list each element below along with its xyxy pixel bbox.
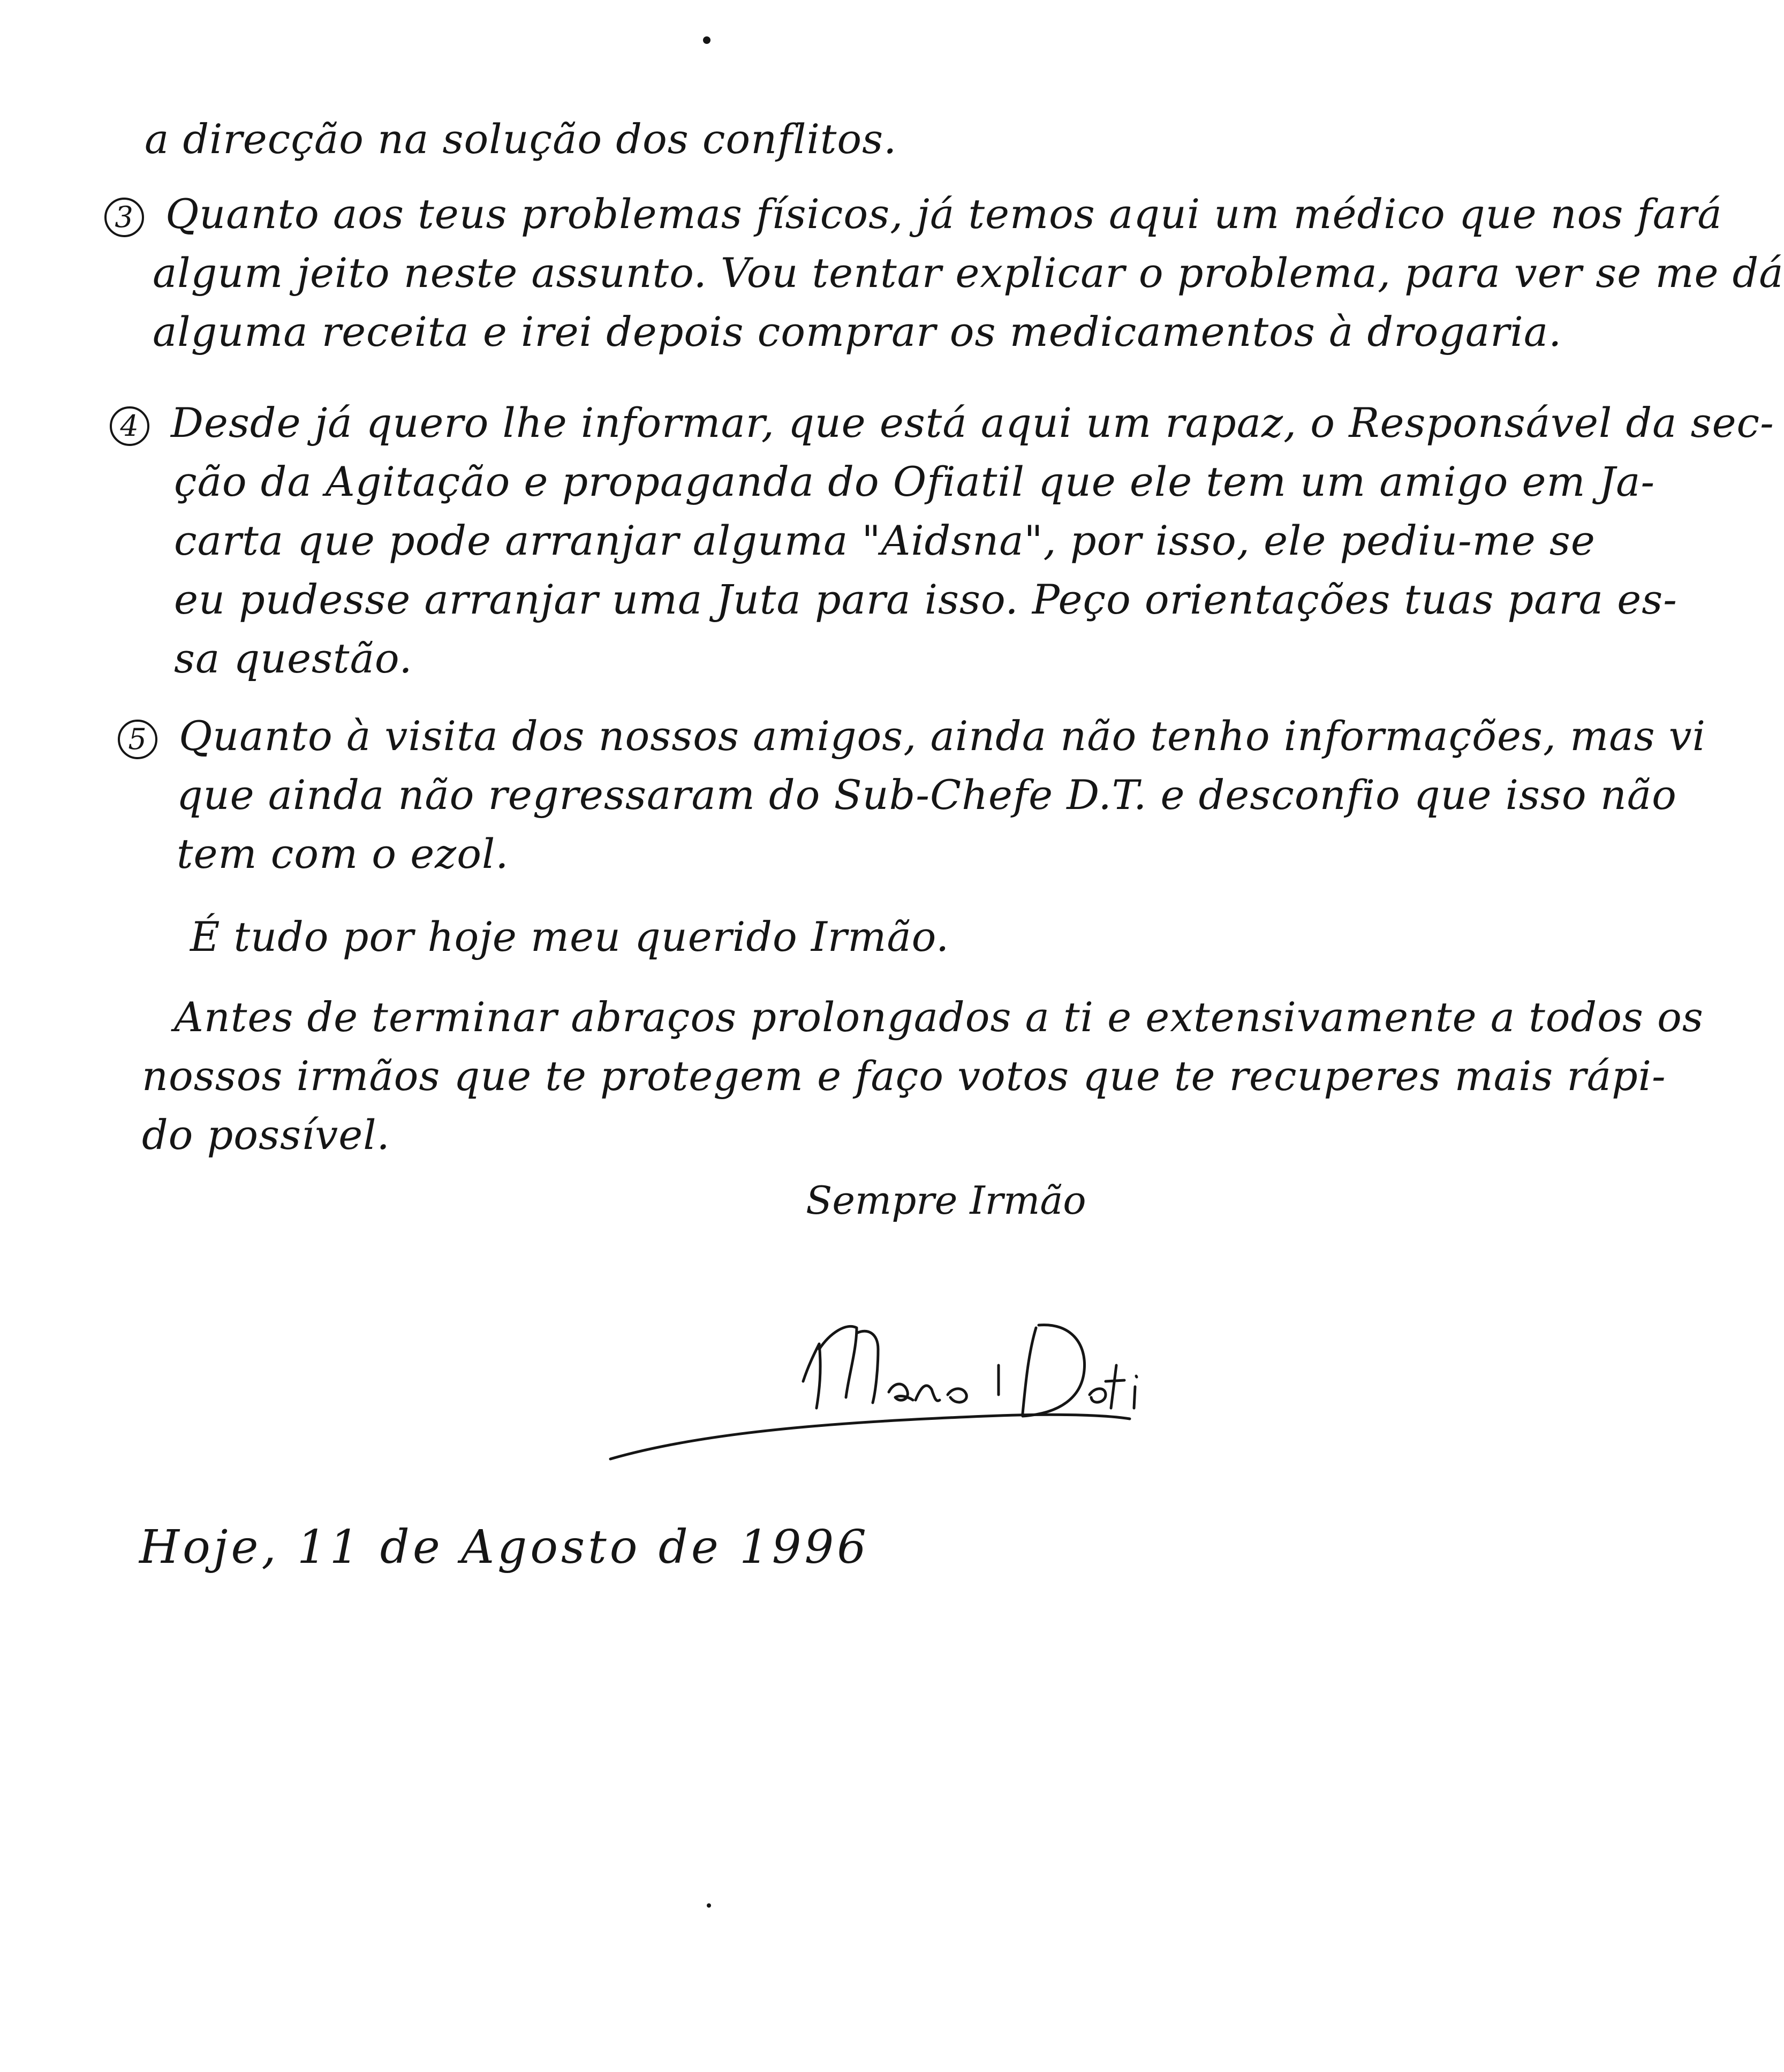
page-mark-top (703, 36, 710, 44)
item-3-line-2: algum jeito neste assunto. Vou tentar explicar o problema, para ver se me dá (153, 249, 1784, 297)
page-mark-bottom (707, 1903, 711, 1908)
final-line-1: Antes de terminar abraços prolongados a ti e extensivamente a todos os (174, 993, 1704, 1041)
handwritten-signature (578, 1301, 1167, 1472)
item-4-number: 4 (110, 406, 149, 446)
item-3-line-3: alguma receita e irei depois comprar os medicamentos à drogaria. (153, 308, 1562, 356)
sign-off: Sempre Irmão (806, 1178, 1086, 1223)
item-4-line-2: ção da Agitação e propaganda do Ofiatil que ele tem um amigo em Ja- (174, 458, 1656, 505)
item-5-line-3: tem com o ezol. (177, 830, 509, 878)
closing-line: É tudo por hoje meu querido Irmão. (190, 913, 950, 961)
date-line: Hoje, 11 de Agosto de 1996 (139, 1521, 870, 1574)
item-5-number: 5 (118, 720, 157, 759)
intro-line: a direcção na solução dos conflitos. (145, 115, 897, 163)
item-4-line-3: carta que pode arranjar alguma "Aidsna", por isso, ele pediu-me se (174, 517, 1596, 564)
item-4-line-4: eu pudesse arranjar uma Juta para isso. Peço orientações tuas para es- (174, 576, 1677, 623)
item-3-number: 3 (104, 198, 144, 237)
final-line-3: do possível. (142, 1111, 390, 1159)
item-5-line-2: que ainda não regressaram do Sub-Chefe D.T. e desconfio que isso não (177, 771, 1677, 819)
item-5-line-1: 5 Quanto à visita dos nossos amigos, ainda não tenho informações, mas vi (118, 712, 1706, 760)
item-4-line-1: 4 Desde já quero lhe informar, que está aqui um rapaz, o Responsável da sec- (110, 399, 1774, 447)
final-line-2: nossos irmãos que te protegem e faço votos que te recuperes mais rápi- (142, 1052, 1666, 1100)
item-3-line-1: 3 Quanto aos teus problemas físicos, já temos aqui um médico que nos fará (104, 190, 1722, 238)
item-4-line-5: sa questão. (174, 634, 413, 682)
